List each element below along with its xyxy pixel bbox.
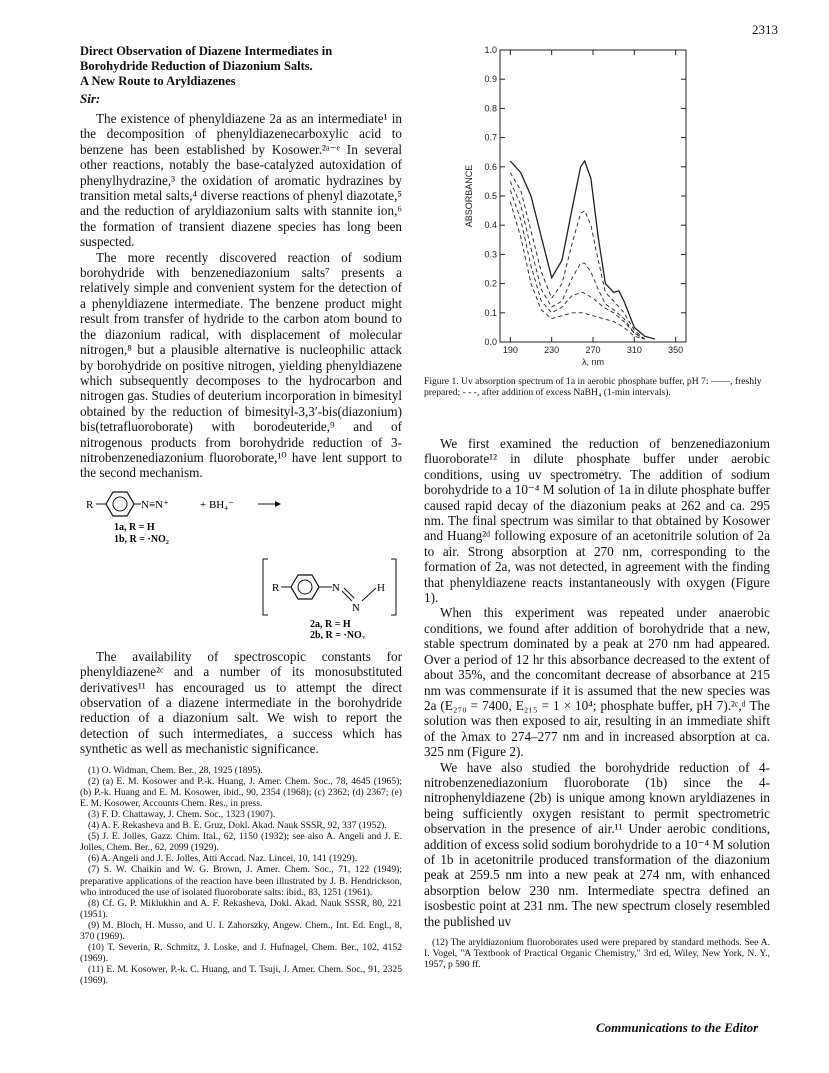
diazene-hydrogen: H: [377, 581, 385, 594]
y-axis-label: ABSORBANCE: [464, 164, 474, 228]
title-line: Direct Observation of Diazene Intermediates in: [80, 44, 333, 58]
figure-1: [424, 30, 774, 420]
body-paragraph: The more recently discovered reaction of sodium borohydride with benzenediazonium salts⁷ presents a relatively simple and convenient system for the detection of a phenyldiazene intermediate. The benzene product might result from transfer of hydride to the carbon atom bound to the diazonium radical, with displacement of molecular nitrogen,⁸ but a plausible alternative is nucleophilic attack by borohydride on positive nitrogen, yielding phenyldiazene which subsequently decomposes to the hydrocarbon and nitrogen gas. Studies of deuterium incorporation in bimesityl obtained by the reduction of bimesityl-3,3′-bis(diazonium) bis(tetrafluoroborate) with borodeuteride,⁹ and of nitrogenous products from borohydride reduction of 3-nitrobenzenediazonium fluoroborate,¹⁰ have lent support to the second mechanism.: [80, 249, 402, 481]
footnote: (3) F. D. Chattaway, J. Chem. Soc., 1323 (1907).: [88, 808, 276, 820]
y-tick-label: 0.9: [484, 74, 497, 85]
reaction-scheme-drawing: [80, 487, 402, 639]
footnote: (4) A. F. Rekasheva and B. E. Gruz, Dokl. Akad. Nauk SSSR, 92, 337 (1952).: [88, 820, 387, 832]
double-bond: [342, 591, 352, 601]
compound-label-1a: 1a, R = H: [114, 521, 155, 533]
diazene-nitrogen: N: [332, 581, 340, 594]
borohydride-reagent: + BH₄⁻: [200, 498, 234, 511]
reaction-scheme: [80, 487, 402, 639]
footnote: (8) Cf. G. P. Miklukhin and A. F. Rekasheva, Dokl. Akad. Nauk SSSR, 80, 221 (1951).: [80, 897, 402, 920]
footnote: (7) S. W. Chaikin and W. G. Brown, J. Amer. Chem. Soc., 71, 122 (1949); preparative applications of the reaction have been illustrated by J. B. Hendrickson, who introduced the use of isolated fluoroborate salts: ibid., 83, 1251 (1961).: [80, 864, 402, 898]
y-tick-label: 0.1: [484, 307, 497, 318]
x-tick-label: 230: [544, 345, 560, 355]
left-column: [80, 44, 402, 986]
diazonium-group: N≡N⁺: [141, 498, 169, 511]
aromatic-circle: [298, 580, 312, 594]
aromatic-circle: [113, 497, 127, 511]
double-bond: [344, 588, 354, 598]
footnote: (10) T. Severin, R. Schmitz, J. Loske, and J. Hufnagel, Chem. Ber., 102, 4152 (1969).: [80, 942, 402, 965]
arrow-head: [275, 501, 281, 507]
uv-spectrum-chart: [424, 30, 776, 375]
x-tick-label: 190: [502, 345, 518, 355]
chart-axes: [484, 45, 686, 355]
body-paragraph: We have also studied the borohydride reduction of 4-nitrobenzenediazonium fluoroborate (1b) since the 4-nitrophenyldiazene (2b) is unique among known aryldiazenes in being sufficiently oxygen resistant to permit spectrometric observation in the presence of air.¹¹ Under aerobic conditions, addition of excess solid sodium borohydride to a 10⁻⁴ M solution of 1b in acetonitrile produced transformation of the diazonium peak at 259.5 nm into a new peak at 274 nm, with enhanced absorption below 230 nm. Intermediate spectra defined an isosbestic point at 231 nm. The new spectrum closely resembled the published uv: [424, 759, 770, 929]
footnote: (1) O. Widman, Chem. Ber., 28, 1925 (1895).: [88, 764, 263, 776]
y-tick-label: 0.5: [484, 191, 497, 201]
r-group-label: R: [272, 581, 280, 594]
y-tick-label: 0.2: [484, 278, 497, 289]
diazene-nitrogen: N: [352, 601, 360, 614]
x-tick-label: 270: [585, 345, 601, 355]
compound-label-2b: 2b, R = ·NO₂: [310, 629, 365, 639]
right-column: [424, 436, 770, 980]
y-tick-label: 0.6: [484, 161, 497, 172]
series-line-2: [510, 173, 644, 340]
x-tick-label: 310: [626, 345, 642, 355]
x-tick-label: 350: [668, 345, 684, 355]
r-group-label: R: [86, 498, 94, 511]
page-number: 2313: [752, 22, 778, 37]
y-tick-label: 0.0: [484, 337, 497, 347]
y-tick-label: 0.4: [484, 220, 497, 231]
journal-section: Communications to the Editor: [596, 1020, 759, 1035]
footnote: (11) E. M. Kosower, P.-k. C. Huang, and T. Tsuji, J. Amer. Chem. Soc., 91, 2325 (1969).: [80, 964, 402, 987]
right-bracket: [391, 559, 396, 615]
y-tick-label: 1.0: [484, 45, 497, 55]
series-line-3: [510, 181, 644, 339]
footnote: (9) M. Bloch, H. Musso, and U. I. Zahorszky, Angew. Chem., Int. Ed. Engl., 8, 370 (1969).: [80, 919, 402, 942]
footnote: (12) The aryldiazonium fluoroborates used were prepared by standard methods. See A. I. Vogel, "A Textbook of Practical Organic Chemistry," 3rd ed, Wiley, New York, N. Y., 1957, p 590 ff.: [424, 937, 770, 971]
footnote: (6) A. Angeli and J. E. Jolles, Atti Accad. Naz. Lincei, 10, 141 (1929).: [88, 853, 358, 865]
y-tick-label: 0.7: [484, 132, 497, 143]
body-paragraph: We first examined the reduction of benzenediazonium fluoroborate¹² in dilute phosphate buffer under aerobic conditions, using uv spectrometry. The addition of sodium borohydride to a 10⁻⁴ M solution of 1a in dilute phosphate buffer caused rapid decay of the diazonium peaks at 262 and ca. 295 nm. The final spectrum was similar to that obtained by Kosower and Huang²ᵈ following exposure of an acetonitrile solution of 2a to air. Strong absorption at 270 nm, corresponding to the formation of 2a, was not detected, in agreement with the finding that phenyldiazene reacts instantaneously with oxygen (Figure 1).: [424, 436, 770, 606]
x-axis-label: λ, nm: [581, 357, 605, 367]
title-line: Borohydride Reduction of Diazonium Salts.: [80, 59, 313, 73]
series-line-5: [510, 202, 644, 339]
footnote: (2) (a) E. M. Kosower and P.-k. Huang, J. Amer. Chem. Soc., 78, 4645 (1965); (b) P.-k. Huang and E. M. Kosower, ibid., 90, 2354 (1968); (c) 2362; (d) 2367; (e) E. M. Kosower, Accounts Chem. Res., in press.: [80, 775, 402, 809]
title-line: A New Route to Aryldiazenes: [80, 74, 236, 88]
series-line-4: [510, 190, 644, 339]
body-paragraph: When this experiment was repeated under anaerobic conditions, we found after addition of borohydride that a new, stable spectrum dominated by a peak at 270 nm had appeared. Over a period of 12 hr this absorbance decreased to the extent of about 35%, and the concomitant decrease of absorbance at 215 nm was commensurate if it is assumed that the new species was 2a (E₂₇₀ = 7400, E₂₁₅ = 1 × 10⁴; phosphate buffer, pH 7).²ᶜ,ᵈ The solution was then exposed to air, resulting in an immediate shift of the λmax to 274–277 nm and in increased absorption at ca. 325 nm (Figure 2).: [424, 605, 770, 760]
footnotes: [80, 765, 402, 987]
benzene-ring: [106, 492, 134, 516]
chart-series: [510, 161, 655, 339]
compound-label-1b: 1b, R = ·NO₂: [114, 533, 169, 545]
bond: [362, 588, 376, 601]
footnote: (5) J. E. Jolles, Gazz. Chim. Ital., 62, 1150 (1932); see also A. Angeli and J. E. Jolles, Chem. Ber., 62, 2099 (1929).: [80, 831, 402, 854]
body-paragraph: The existence of phenyldiazene 2a as an intermediate¹ in the decomposition of phenyldiazenecarboxylic acid to benzene has been established by Kosower.²ᵃ⁻ᵉ In several other reactions, notably the base-catalyzed autoxidation of phenylhydrazine,³ the oxidation of aromatic hydrazines by transition metal salts,⁴ diverse reactions of phenyl diazotate,⁵ and the reduction of aryldiazonium salts with stannite ion,⁶ the formation of transient diazene species has long been suspected.: [80, 111, 402, 250]
body-paragraph: The availability of spectroscopic constants for phenyldiazene²ᶜ and a number of its monosubstituted derivatives¹¹ has encouraged us to attempt the direct observation of a diazene intermediate in the borohydride reduction of a diazonium salt. We wish to report the detection of such intermediates, a success which has synthetic as well as mechanistic significance.: [80, 648, 402, 757]
salutation: Sir:: [80, 91, 101, 106]
left-bracket: [263, 559, 268, 615]
compound-label-2a: 2a, R = H: [310, 618, 351, 630]
y-tick-label: 0.8: [484, 103, 497, 114]
y-tick-label: 0.3: [484, 249, 497, 260]
figure-caption: Figure 1. Uv absorption spectrum of 1a in aerobic phosphate buffer, pH 7: ——, freshly prepared; - - -, after addition of excess NaBH₄ (1-min intervals).: [424, 376, 762, 399]
benzene-ring: [291, 575, 319, 599]
article-title: [80, 44, 402, 89]
